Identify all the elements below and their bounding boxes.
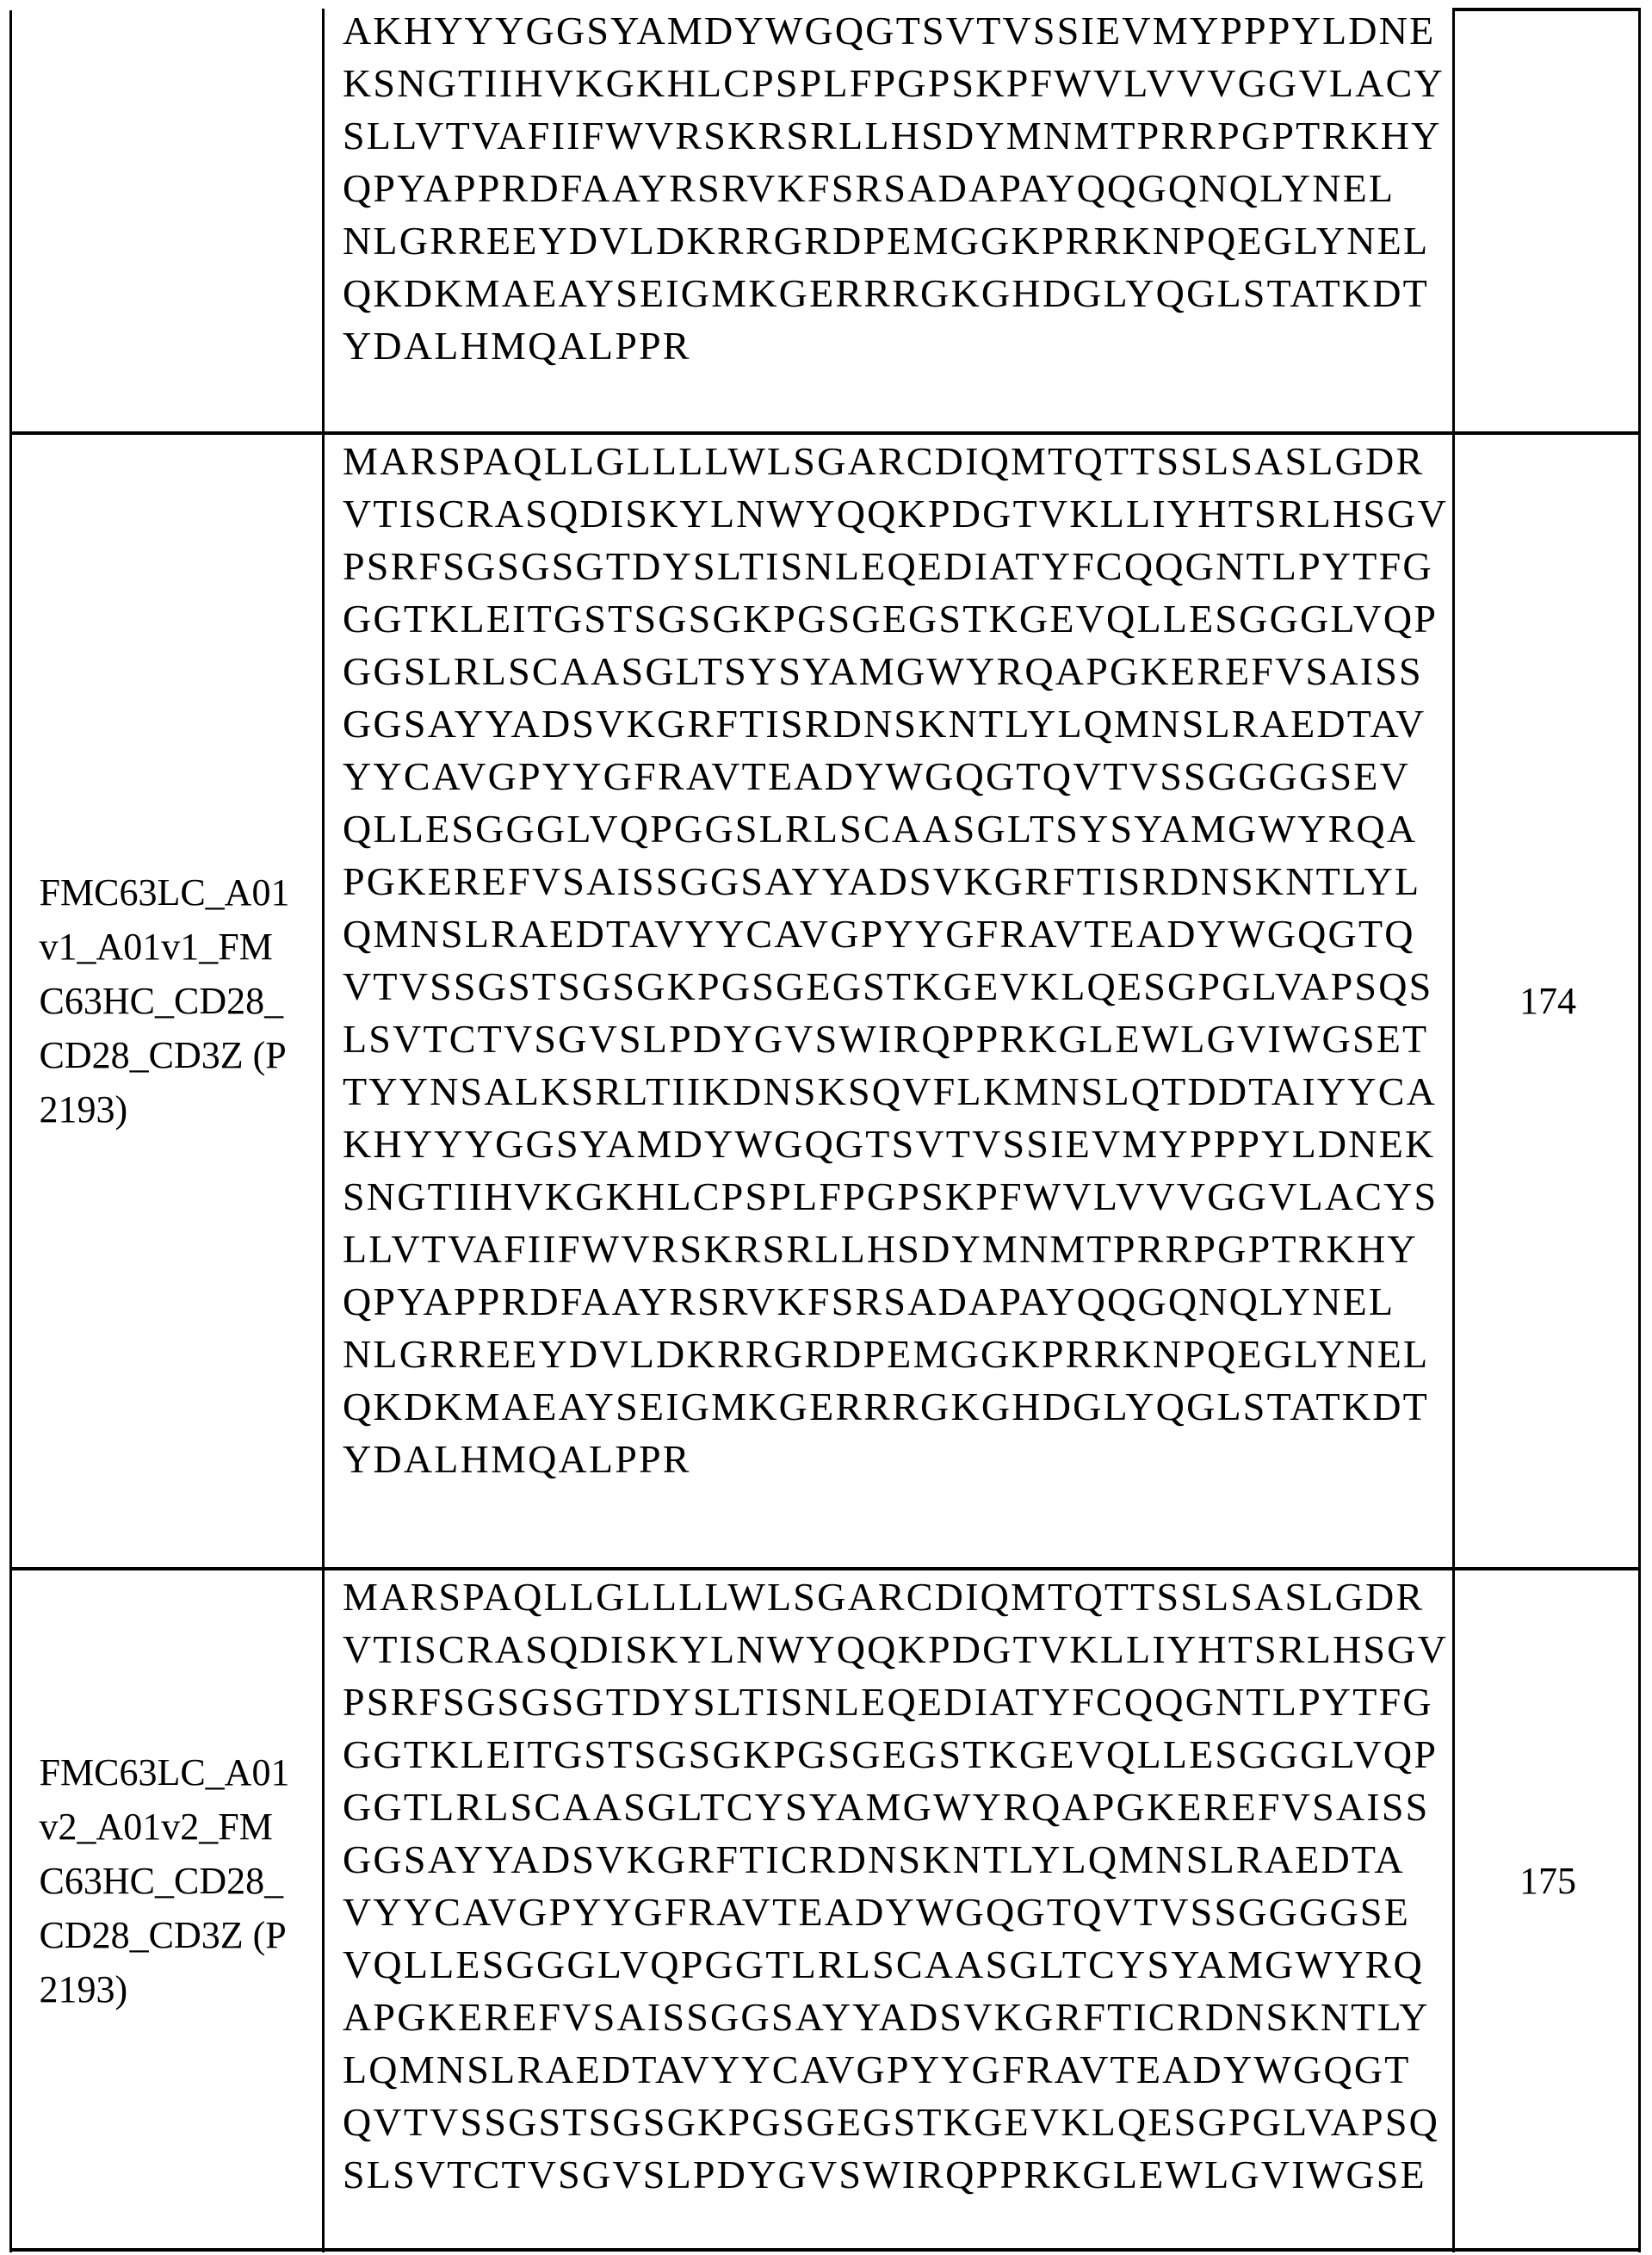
sequence-line: LQMNSLRAEDTAVYYCAVGPYYGFRAVTEADYWGQGT: [343, 2043, 1453, 2096]
sequence-line: YDALHMQALPPR: [343, 319, 1453, 372]
seq-id-cell: [1457, 435, 1639, 1567]
sequence-line: PSRFSGSGSGTDYSLTISNLEQEDIATYFCQQGNTLPYTFG: [343, 1676, 1453, 1728]
sequence-line: MARSPAQLLGLLLLWLSGARCDIQMTQTTSSLSASLGDR: [343, 1570, 1453, 1623]
construct-name: FMC63LC_A01v1_A01v1_FMC63HC_CD28_CD28_CD3Z (P2193): [40, 865, 298, 1137]
sequence-line: VYYCAVGPYYGFRAVTEADYWGQGTQVTVSSGGGGSE: [343, 1886, 1453, 1938]
sequence-line: TYYNSALKSRLTIIKDNSKSQVFLKMNSLQTDDTAIYYCA: [343, 1065, 1453, 1118]
sequence-line: VTISCRASQDISKYLNWYQQKPDGTVKLLIYHTSRLHSGV: [343, 1623, 1453, 1676]
sequence-line: QMNSLRAEDTAVYYCAVGPYYGFRAVTEADYWGQGTQ: [343, 908, 1453, 960]
sequence-line: PGKEREFVSAISSGGSAYYADSVKGRFTISRDNSKNTLYL: [343, 855, 1453, 908]
sequence-cell: [325, 435, 1453, 1485]
sequence-line: GGTKLEITGSTSGSGKPGSGEGSTKGEVQLLESGGGLVQP: [343, 1728, 1453, 1781]
sequence-line: YYCAVGPYYGFRAVTEADYWGQGTQVTVSSGGGGSEV: [343, 750, 1453, 802]
sequence-line: KSNGTIIHVKGKHLCPSPLFPGPSKPFWVLVVVGGVLACY: [343, 57, 1453, 109]
seq-id-cell: [1457, 1570, 1639, 2190]
sequence-line: KHYYYGGSYAMDYWGQGTSVTVSSIEVMYPPPYLDNEK: [343, 1118, 1453, 1170]
sequence-line: APGKEREFVSAISSGGSAYYADSVKGRFTICRDNSKNTLY: [343, 1991, 1453, 2043]
sequence-line: VTVSSGSTSGSGKPGSGEGSTKGEVKLQESGPGLVAPSQS: [343, 960, 1453, 1013]
sequence-line: QPYAPPRDFAAYRSRVKFSRSADAPAYQQGQNQLYNEL: [343, 162, 1453, 214]
sequence-line: VQLLESGGGLVQPGGTLRLSCAASGLTCYSYAMGWYRQ: [343, 1938, 1453, 1991]
construct-name-cell: [14, 1570, 323, 2190]
sequence-line: QKDKMAEAYSEIGMKGERRRGKGHDGLYQGLSTATKDT: [343, 267, 1453, 319]
sequence-line: QKDKMAEAYSEIGMKGERRRGKGHDGLYQGLSTATKDT: [343, 1380, 1453, 1433]
sequence-line: NLGRREEYDVLDKRRGRDPEMGGKPRRKNPQEGLYNEL: [343, 1328, 1453, 1380]
construct-name: FMC63LC_A01v2_A01v2_FMC63HC_CD28_CD28_CD3Z (P2193): [40, 1745, 298, 2016]
sequence-line: NLGRREEYDVLDKRRGRDPEMGGKPRRKNPQEGLYNEL: [343, 214, 1453, 267]
sequence-line: AKHYYYGGSYAMDYWGQGTSVTVSSIEVMYPPPYLDNE: [343, 4, 1453, 57]
sequence-cell: [325, 4, 1453, 372]
sequence-line: YDALHMQALPPR: [343, 1433, 1453, 1485]
construct-name-cell: [14, 435, 323, 1567]
sequence-line: PSRFSGSGSGTDYSLTISNLEQEDIATYFCQQGNTLPYTFG: [343, 540, 1453, 592]
sequence-line: VTISCRASQDISKYLNWYQQKPDGTVKLLIYHTSRLHSGV: [343, 487, 1453, 540]
sequence-line: MARSPAQLLGLLLLWLSGARCDIQMTQTTSSLSASLGDR: [343, 435, 1453, 487]
sequence-line: QVTVSSGSTSGSGKPGSGEGSTKGEVKLQESGPGLVAPSQ: [343, 2096, 1453, 2148]
sequence-line: QLLESGGGLVQPGGSLRLSCAASGLTSYSYAMGWYRQA: [343, 802, 1453, 855]
sequence-line: GGSAYYADSVKGRFTICRDNSKNTLYLQMNSLRAEDTA: [343, 1833, 1453, 1886]
sequence-line: QPYAPPRDFAAYRSRVKFSRSADAPAYQQGQNQLYNEL: [343, 1275, 1453, 1328]
id-cell-top-border: [1452, 8, 1641, 11]
sequence-line: GGTKLEITGSTSGSGKPGSGEGSTKGEVQLLESGGGLVQP: [343, 592, 1453, 645]
table-border-left: [9, 10, 12, 2252]
table-border-bottom: [9, 2248, 1641, 2252]
sequence-line: SLSVTCTVSGVSLPDYGVSWIRQPPRKGLEWLGVIWGSE: [343, 2148, 1453, 2201]
seq-id: 175: [1519, 1859, 1576, 1903]
sequence-line: SLLVTVAFIIFWVRSKRSRLLHSDYMNMTPRRPGPTRKHY: [343, 109, 1453, 162]
sequence-line: GGSLRLSCAASGLTSYSYAMGWYRQAPGKEREFVSAISS: [343, 645, 1453, 697]
sequence-line: LSVTCTVSGVSLPDYGVSWIRQPPRKGLEWLGVIWGSET: [343, 1013, 1453, 1065]
seq-id: 174: [1519, 979, 1576, 1023]
sequence-line: LLVTVAFIIFWVRSKRSRLLHSDYMNMTPRRPGPTRKHY: [343, 1223, 1453, 1275]
sequence-line: GGTLRLSCAASGLTCYSYAMGWYRQAPGKEREFVSAISS: [343, 1781, 1453, 1833]
sequence-cell: [325, 1570, 1453, 2201]
sequence-line: GGSAYYADSVKGRFTISRDNSKNTLYLQMNSLRAEDTAV: [343, 697, 1453, 750]
sequence-line: SNGTIIHVKGKHLCPSPLFPGPSKPFWVLVVVGGVLACYS: [343, 1170, 1453, 1223]
